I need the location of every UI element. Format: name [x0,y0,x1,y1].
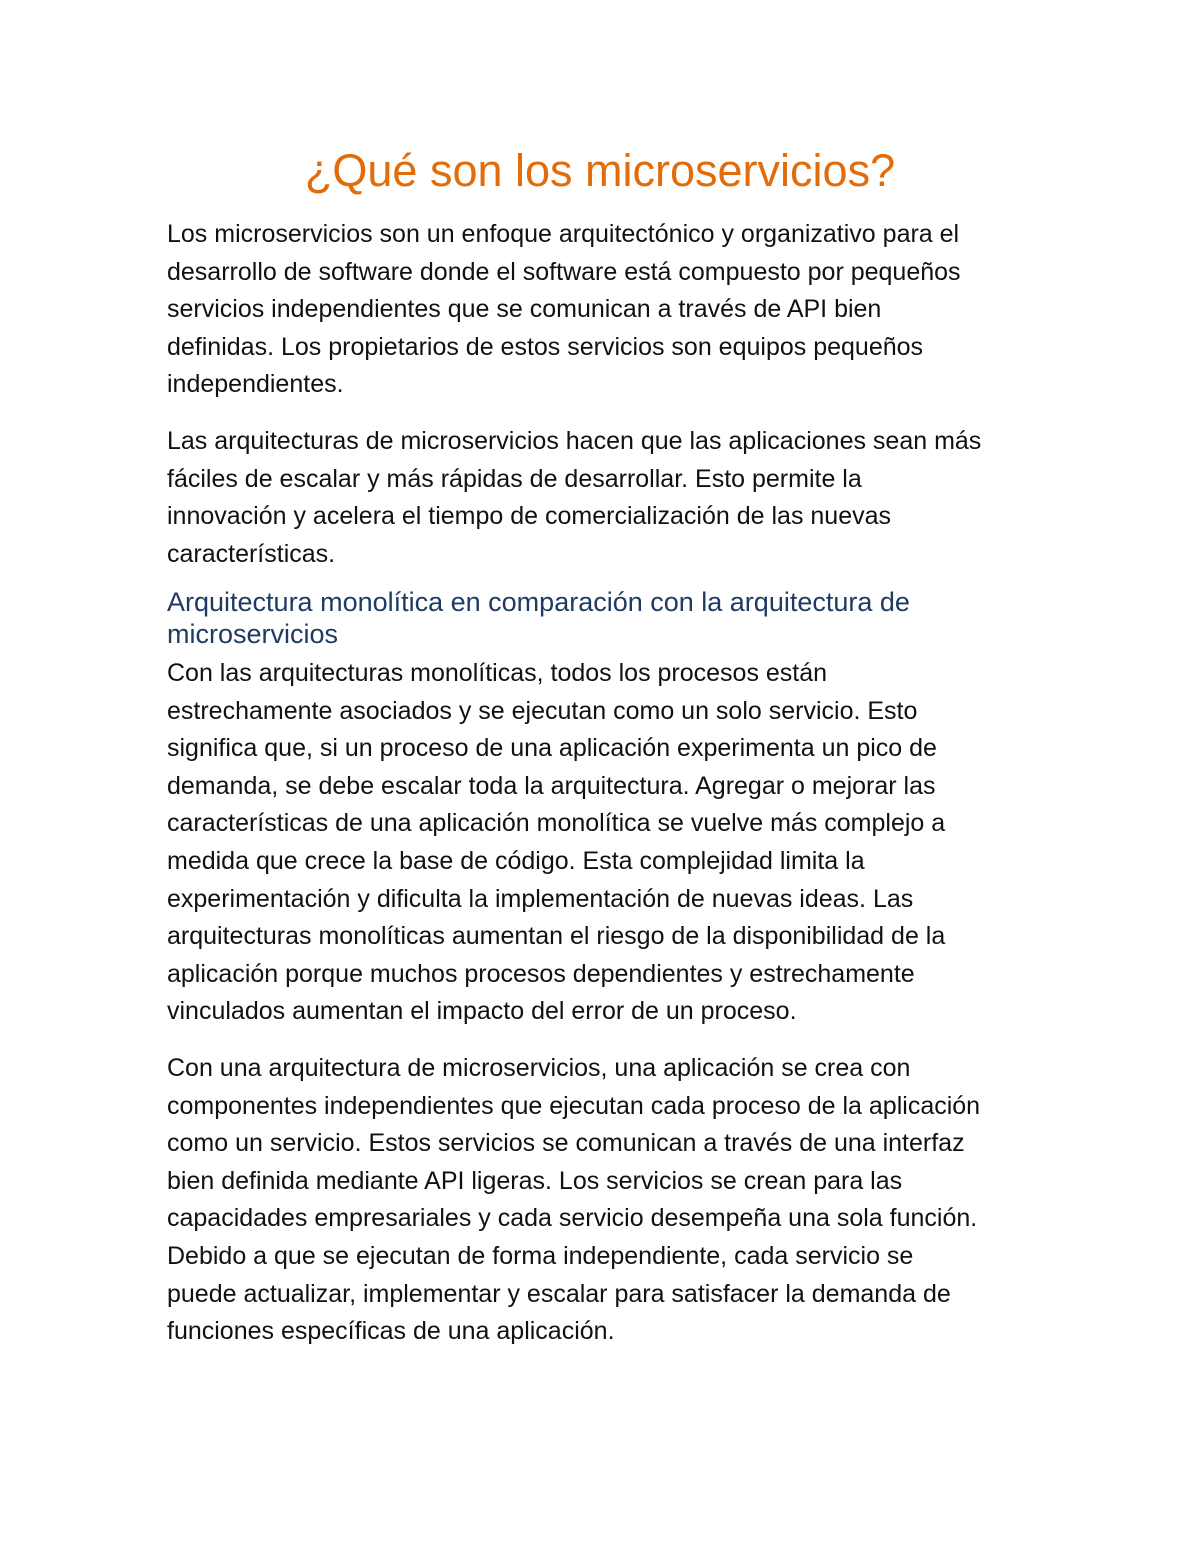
paragraph-line: Con una arquitectura de microservicios, una aplicación se crea con [167,1054,911,1082]
section-heading-line: microservicios [167,619,339,649]
paragraph-line: características de una aplicación monolítica se vuelve más complejo a [167,809,946,838]
paragraph-line: características. [167,539,336,568]
page-title: ¿Qué son los microservicios? [304,145,896,196]
paragraph-line: vinculados aumentan el impacto del error de un proceso. [167,997,797,1026]
paragraph-line: aplicación porque muchos procesos dependientes y estrechamente [167,959,915,988]
paragraph-line: medida que crece la base de código. Esta complejidad limita la [167,846,865,875]
paragraph-line: experimentación y dificulta la implementación de nuevas ideas. Las [167,884,914,913]
paragraph-line: Las arquitecturas de microservicios hacen que las aplicaciones sean más [167,427,982,455]
paragraph-line: Debido a que se ejecutan de forma independiente, cada servicio se [167,1241,914,1270]
paragraph-line: arquitecturas monolíticas aumentan el riesgo de la disponibilidad de la [167,922,946,951]
paragraph-line: demanda, se debe escalar toda la arquitectura. Agregar o mejorar las [167,771,936,800]
paragraph-line: Con las arquitecturas monolíticas, todos los procesos están [167,659,828,687]
paragraph-line: componentes independientes que ejecutan cada proceso de la aplicación [167,1091,981,1120]
paragraph-intro [167,216,1047,404]
paragraph-line: desarrollo de software donde el software está compuesto por pequeños [167,257,961,286]
paragraph-microservices [167,1050,1047,1351]
paragraph-line: servicios independientes que se comunican a través de API bien [167,295,882,324]
section-heading-line: Arquitectura monolítica en comparación con la arquitectura de [167,587,910,617]
paragraph-line: bien definida mediante API ligeras. Los servicios se crean para las [167,1166,903,1195]
paragraph-monolithic [167,655,1047,1031]
paragraph-line: innovación y acelera el tiempo de comercialización de las nuevas [167,502,892,531]
paragraph-line: puede actualizar, implementar y escalar para satisfacer la demanda de [167,1279,951,1308]
paragraph-line: estrechamente asociados y se ejecutan como un solo servicio. Esto [167,696,918,725]
section-heading [167,586,1047,650]
paragraph-line: fáciles de escalar y más rápidas de desarrollar. Esto permite la [167,464,862,493]
paragraph-line: capacidades empresariales y cada servicio desempeña una sola función. [167,1204,978,1233]
paragraph-line: significa que, si un proceso de una aplicación experimenta un pico de [167,734,937,763]
paragraph-line: funciones específicas de una aplicación. [167,1317,615,1346]
paragraph-line: Los microservicios son un enfoque arquitectónico y organizativo para el [167,220,960,248]
paragraph-benefits [167,423,1047,573]
paragraph-line: como un servicio. Estos servicios se comunican a través de una interfaz [167,1129,965,1158]
paragraph-line: definidas. Los propietarios de estos servicios son equipos pequeños [167,332,924,361]
paragraph-line: independientes. [167,370,344,399]
